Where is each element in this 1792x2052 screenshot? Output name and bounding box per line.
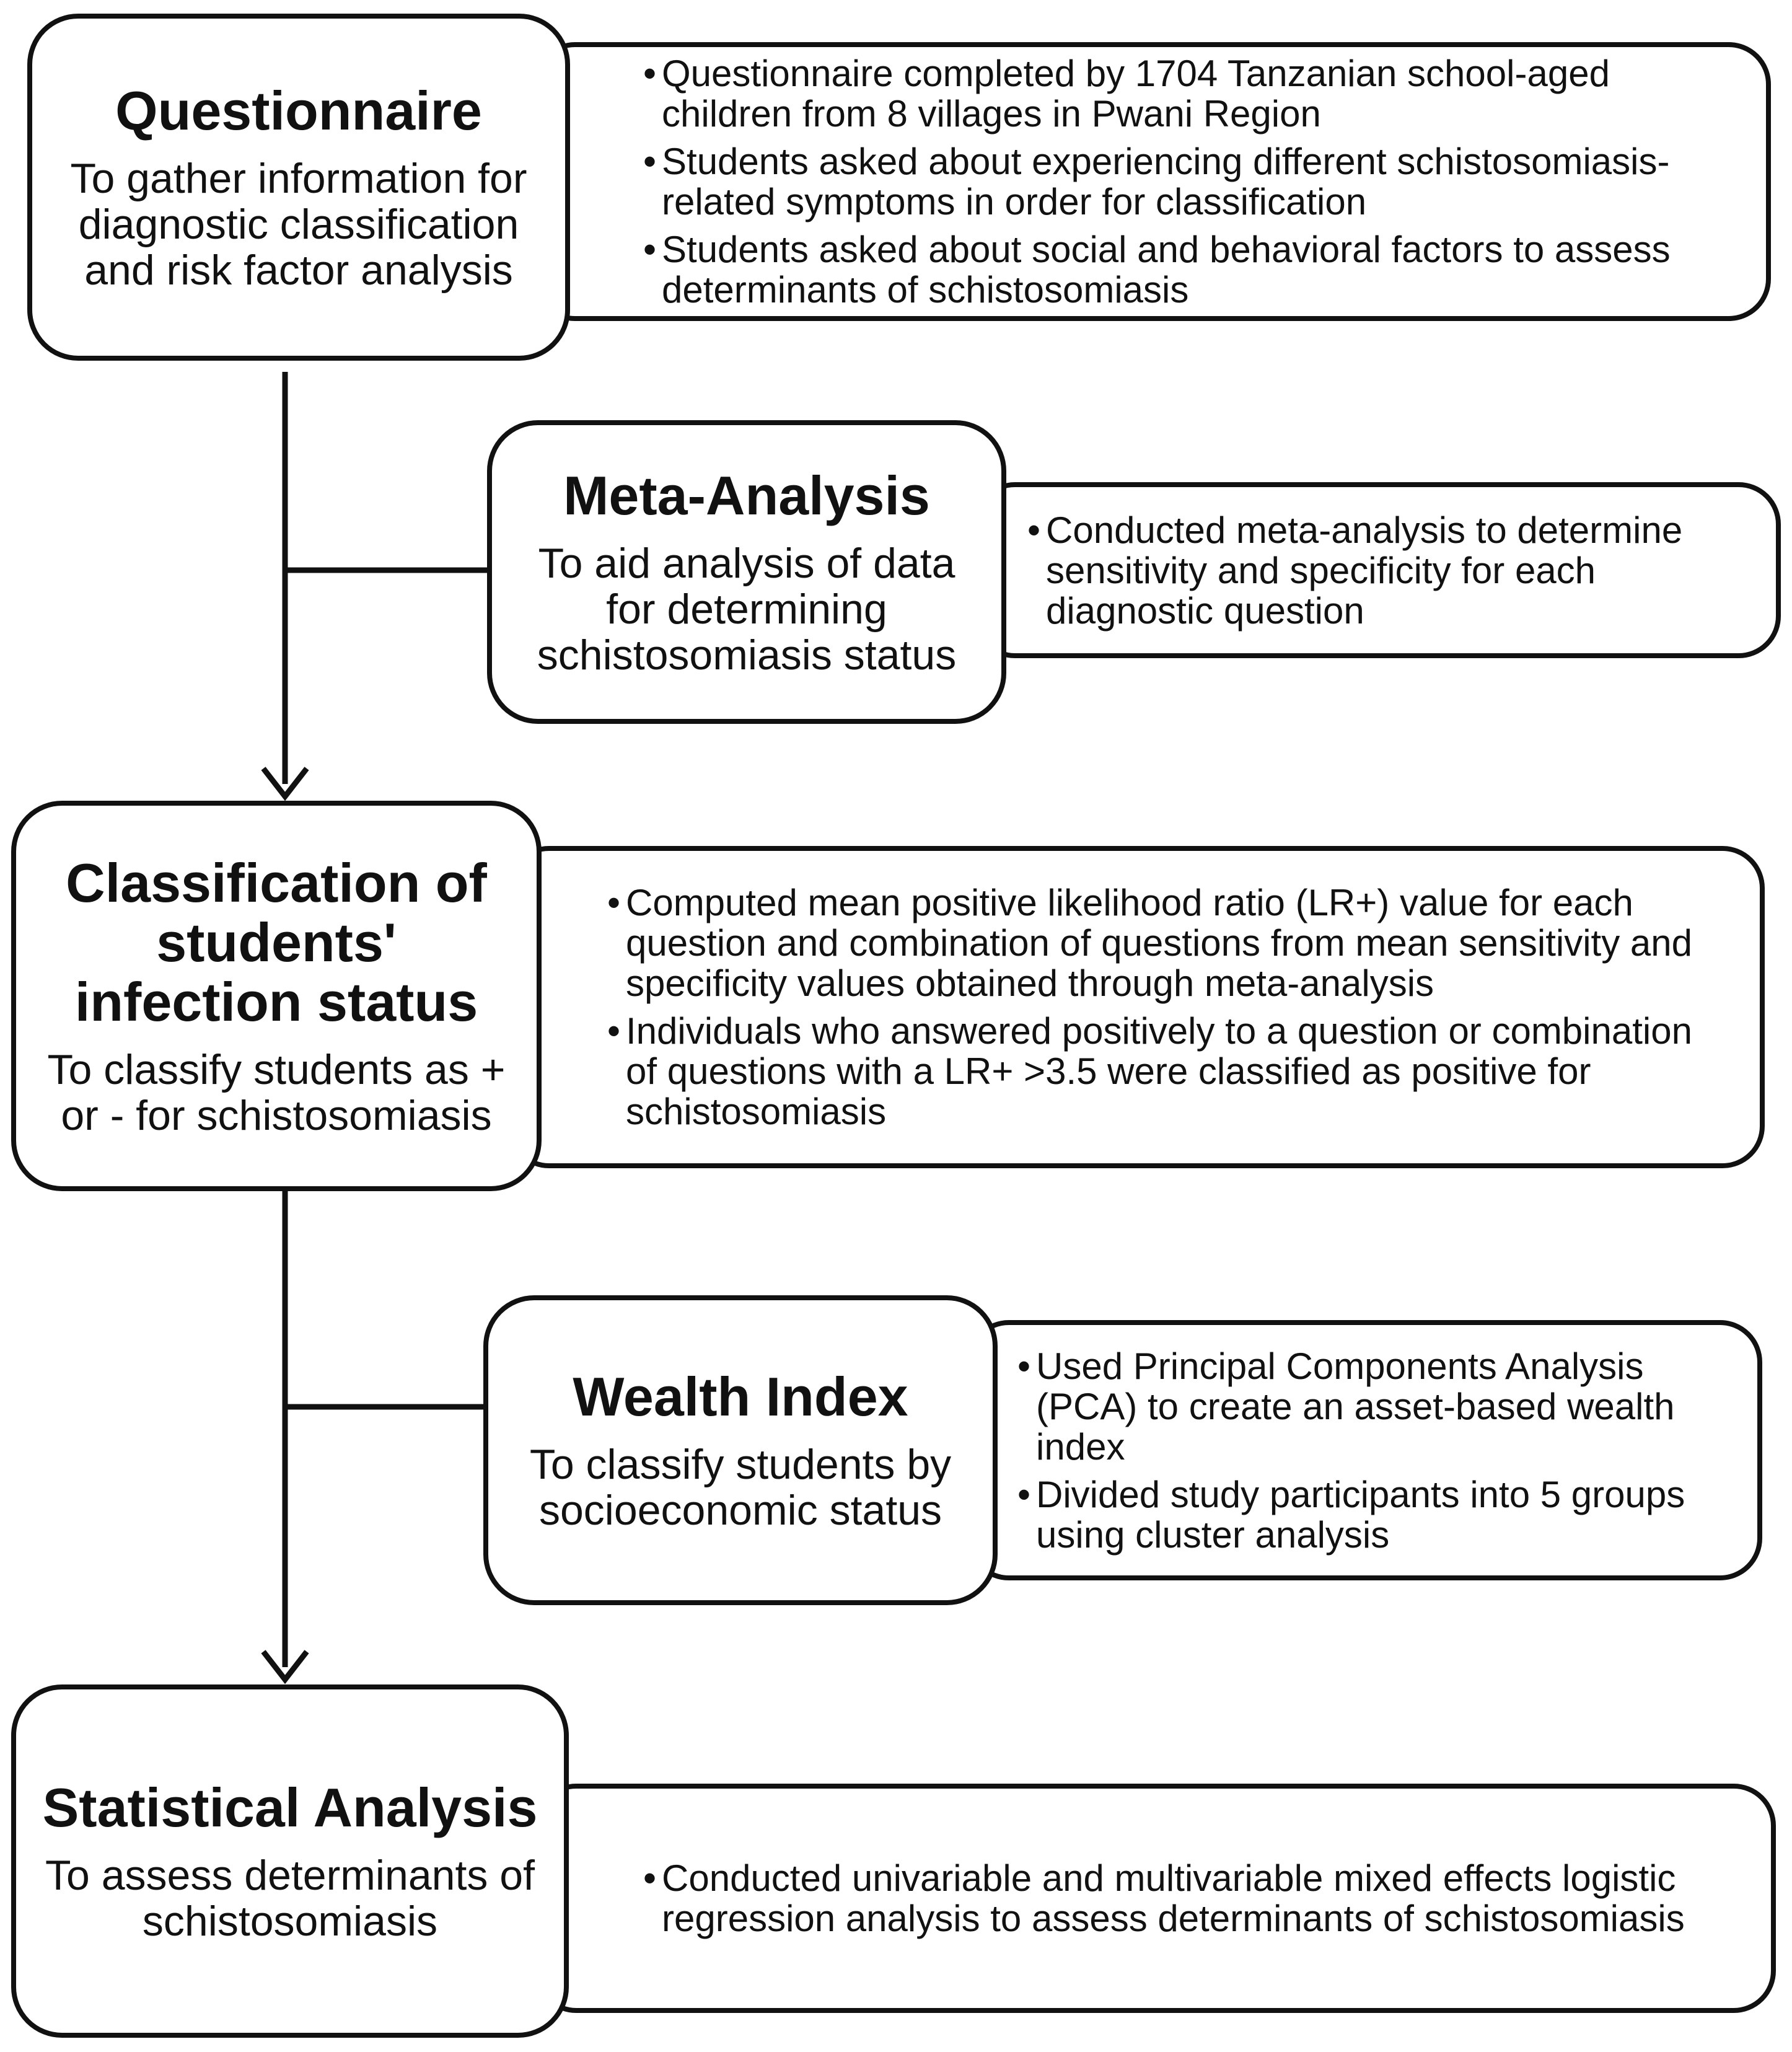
- bullet-item: • Students asked about social and behavioral factors to assess determinants of schistosomiasis: [643, 229, 1671, 310]
- statistical-analysis-box: [11, 1684, 569, 2038]
- classification-subtitle: To classify students as + or - for schistosomiasis: [47, 1046, 506, 1139]
- classification-title: Classification of students' infection status: [66, 852, 487, 1033]
- meta-analysis-subtitle: To aid analysis of data for determining schistosomiasis status: [537, 540, 957, 679]
- meta-analysis-bullets: [1027, 509, 1739, 632]
- questionnaire-details-box: [533, 42, 1771, 321]
- wealth-index-title: Wealth Index: [573, 1366, 908, 1427]
- questionnaire-subtitle: To gather information for diagnostic classification and risk factor analysis: [70, 155, 527, 294]
- meta-analysis-details-box: [973, 482, 1781, 658]
- classification-bullets: [607, 882, 1729, 1132]
- bullet-item: • Questionnaire completed by 1704 Tanzanian school-aged children from 8 villages in Pwani Region: [643, 53, 1610, 134]
- classification-details-box: [507, 846, 1765, 1168]
- wealth-index-bullets: [1017, 1345, 1720, 1556]
- bullet-item: • Students asked about experiencing different schistosomiasis-related symptoms in order for classification: [643, 141, 1670, 222]
- statistical-analysis-bullets: [643, 1857, 1697, 1939]
- questionnaire-box: [27, 14, 570, 361]
- questionnaire-title: Questionnaire: [115, 80, 482, 141]
- wealth-index-box: [483, 1295, 998, 1605]
- wealth-index-subtitle: To classify students by socioeconomic status: [529, 1441, 952, 1534]
- statistical-analysis-details-box: [534, 1784, 1776, 2013]
- meta-analysis-title: Meta-Analysis: [563, 465, 930, 526]
- statistical-analysis-title: Statistical Analysis: [42, 1777, 538, 1838]
- wealth-index-details-box: [967, 1320, 1762, 1580]
- bullet-item: • Divided study participants into 5 groups using cluster analysis: [1017, 1473, 1685, 1556]
- meta-analysis-box: [487, 420, 1006, 724]
- bullet-item: • Used Principal Components Analysis (PCA) to create an asset-based wealth index: [1017, 1345, 1675, 1468]
- statistical-analysis-subtitle: To assess determinants of schistosomiasis: [45, 1852, 535, 1945]
- classification-box: [11, 801, 542, 1191]
- bullet-item: • Computed mean positive likelihood ratio (LR+) value for each question and combination of questions from mean sensitivity and specificity values obtained through meta-analysis: [607, 882, 1692, 1004]
- bullet-item: • Conducted meta-analysis to determine sensitivity and specificity for each diagnostic question: [1027, 509, 1683, 632]
- questionnaire-bullets: [643, 53, 1729, 310]
- bullet-item: • Conducted univariable and multivariable mixed effects logistic regression analysis to assess determinants of schistosomiasis: [643, 1857, 1685, 1939]
- bullet-item: • Individuals who answered positively to a question or combination of questions with a LR+ >3.5 were classified as positive for schistosomiasis: [607, 1010, 1692, 1132]
